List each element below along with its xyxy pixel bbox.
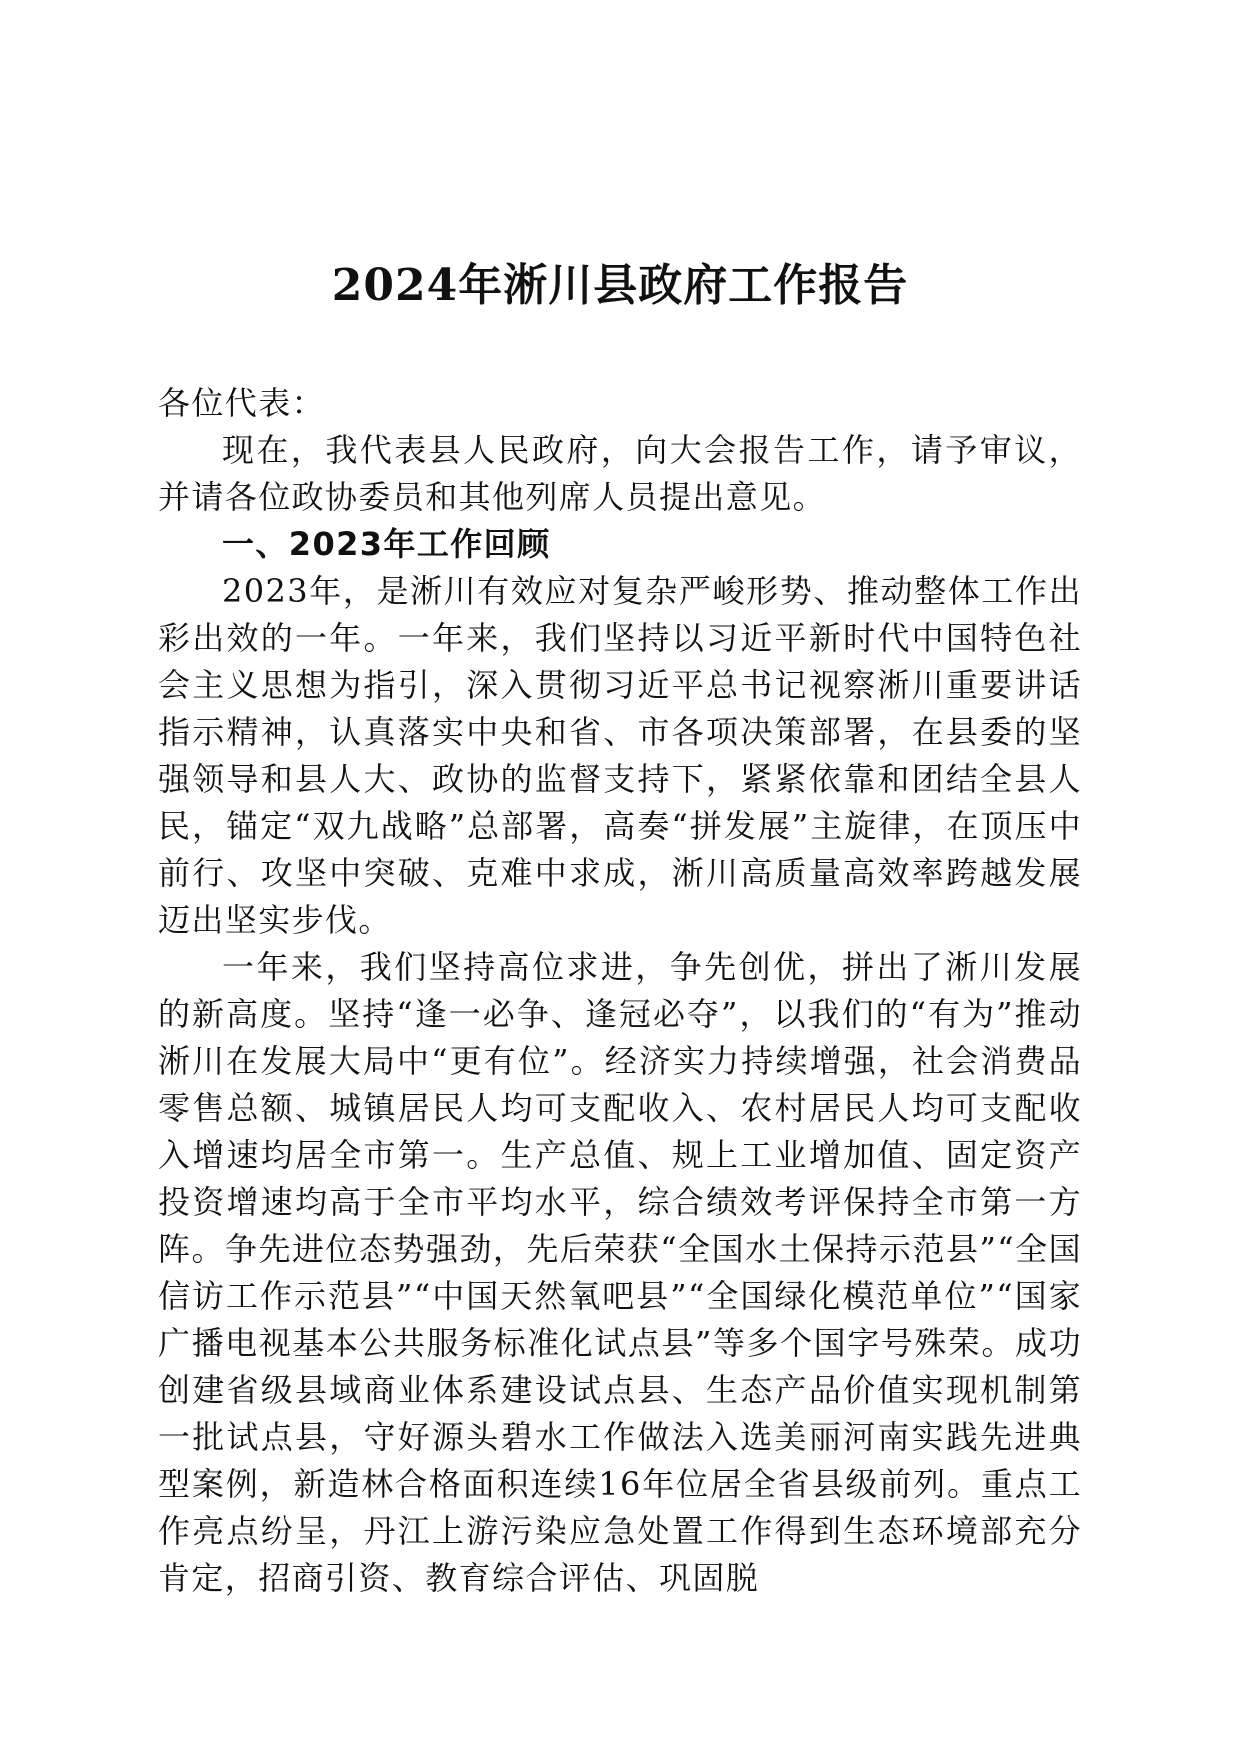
salutation: 各位代表： (158, 384, 326, 422)
section-heading: 一、2023年工作回顾 (222, 525, 551, 563)
paragraph-intro: 现在，我代表县人民政府，向大会报告工作，请予审议，并请各位政协委员和其他列席人员提出意见。 (158, 431, 1082, 516)
document-body (158, 380, 1082, 1602)
paragraph-achievements: 一年来，我们坚持高位求进，争先创优，拼出了淅川发展的新高度。坚持“逢一必争、逢冠必夺”，以我们的“有为”推动淅川在发展大局中“更有位”。经济实力持续增强，社会消费品零售总额、城镇居民人均可支配收入、农村居民人均可支配收入增速均居全市第一。生产总值、规上工业增加值、固定资产投资增速均高于全市平均水平，综合绩效考评保持全市第一方阵。争先进位态势强劲，先后荣获“全国水土保持示范县”“全国信访工作示范县”“中国天然氧吧县”“全国绿化模范单位”“国家广播电视基本公共服务标准化试点县”等多个国字号殊荣。成功创建省级县域商业体系建设试点县、生态产品价值实现机制第一批试点县，守好源头碧水工作做法入选美丽河南实践先进典型案例，新造林合格面积连续16年位居全省县级前列。重点工作亮点纷呈，丹江上游污染应急处置工作得到生态环境部充分肯定，招商引资、教育综合评估、巩固脱 (158, 948, 1082, 1597)
document-title: 2024年淅川县政府工作报告 (331, 260, 909, 311)
paragraph-2023-overview: 2023年，是淅川有效应对复杂严峻形势、推动整体工作出彩出效的一年。一年来，我们坚持以习近平新时代中国特色社会主义思想为指引，深入贯彻习近平总书记视察淅川重要讲话指示精神，认真落实中央和省、市各项决策部署，在县委的坚强领导和县人大、政协的监督支持下，紧紧依靠和团结全县人民，锚定“双九战略”总部署，高奏“拼发展”主旋律，在顶压中前行、攻坚中突破、克难中求成，淅川高质量高效率跨越发展迈出坚实步伐。 (158, 572, 1082, 939)
